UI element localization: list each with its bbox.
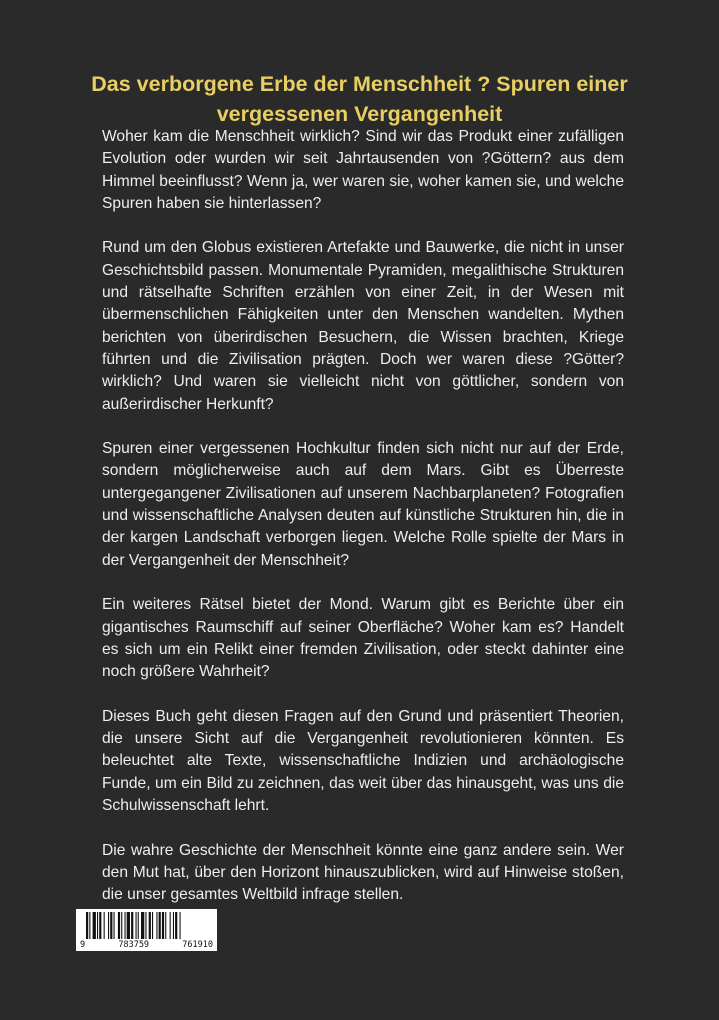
- barcode-bar: [110, 912, 112, 939]
- barcode-bar: [114, 912, 115, 939]
- barcode-bar: [86, 912, 88, 939]
- barcode-digits: [80, 940, 213, 950]
- barcode-bar: [89, 912, 90, 939]
- barcode-bar: [97, 912, 98, 939]
- barcode-bar: [99, 912, 101, 939]
- barcode-lead-digit: 9: [80, 940, 86, 950]
- barcode-bar: [138, 912, 139, 939]
- isbn-barcode: [76, 909, 217, 951]
- barcode-bar: [131, 912, 133, 939]
- barcode-bar: [152, 912, 153, 939]
- blurb-paragraph-5: Dieses Buch geht diesen Fragen auf den Grund und präsentiert Theorien, die unsere Sicht auf die Vergangenheit revolutionieren könnten. Es beleuchtet alte Texte, wissenschaftliche Indizien und archäologische Funde, um ein Bild zu zeichnen, das weit über das hinausgeht, was uns die Schulwissenschaft lehrt.: [102, 707, 624, 814]
- barcode-group-2: 761910: [182, 940, 213, 950]
- barcode-bar: [175, 912, 177, 939]
- blurb-paragraph-3: Spuren einer vergessenen Hochkultur finden sich nicht nur auf der Erde, sondern möglicherweise auch auf dem Mars. Gibt es Überreste untergegangener Zivilisationen auf unserem Nachbarplaneten? Fotografien und wissenschaftliche Analysen deuten auf künstliche Strukturen hin, die in der kargen Landschaft verborgen liegen. Welche Rolle spielte der Mars in der Vergangenheit der Menschheit?: [102, 440, 624, 569]
- blurb-paragraph-1: Woher kam die Menschheit wirklich? Sind wir das Produkt einer zufälligen Evolution oder wurden wir seit Jahrtausenden von ?Göttern? aus dem Himmel beeinflusst? Wenn ja, wer waren sie, woher kamen sie, und welche Spuren haben sie hinterlassen?: [102, 128, 624, 212]
- barcode-bar: [156, 912, 157, 939]
- blurb-text: [102, 126, 624, 929]
- barcode-bar: [180, 912, 181, 939]
- barcode-bar: [93, 912, 96, 939]
- blurb-paragraph-4: Ein weiteres Rätsel bietet der Mond. Warum gibt es Berichte über ein gigantisches Raumschiff auf seiner Oberfläche? Woher kam es? Handelt es sich um ein Relikt einer fremden Zivilisation, oder steckt dahinter eine noch größere Wahrheit?: [102, 596, 624, 681]
- barcode-bar: [170, 912, 171, 939]
- barcode-bar: [141, 912, 144, 939]
- barcode-bar: [108, 912, 109, 939]
- barcode-bar: [125, 912, 126, 939]
- barcode-bar: [149, 912, 151, 939]
- barcode-bar: [145, 912, 146, 939]
- barcode-bar: [118, 912, 120, 939]
- barcode-group-1: 783759: [118, 940, 150, 950]
- barcode-bar: [136, 912, 137, 939]
- barcode-bar: [173, 912, 174, 939]
- barcode-bar: [127, 912, 130, 939]
- blurb-paragraph-6: Die wahre Geschichte der Menschheit könnte eine ganz andere sein. Wer den Mut hat, über den Horizont hinauszublicken, wird auf Hinweise stoßen, die unser gesamtes Weltbild infrage stellen.: [102, 841, 624, 904]
- barcode-bar: [162, 912, 164, 939]
- barcode-bar: [121, 912, 122, 939]
- barcode-bar: [104, 912, 105, 939]
- blurb-paragraph-2: Rund um den Globus existieren Artefakte und Bauwerke, die nicht in unser Geschichtsbild passen. Monumentale Pyramiden, megalithische Strukturen und rätselhafte Schriften erzählen von einer Zeit, in der Wesen mit übermenschlichen Fähigkeiten unter den Menschen wandelten. Mythen berichten von überirdischen Besuchern, die Wissen brachten, Kriege führten und die Zivilisation prägten. Doch wer waren diese ?Götter? wirklich? Und waren sie vielleicht nicht von göttlicher, sondern von außerirdischer Herkunft?: [102, 239, 624, 413]
- book-title: Das verborgene Erbe der Menschheit ? Spuren einer vergessenen Vergangenheit: [91, 72, 628, 127]
- barcode-bar: [165, 912, 166, 939]
- barcode-bar: [159, 912, 161, 939]
- barcode-bars: [80, 912, 213, 939]
